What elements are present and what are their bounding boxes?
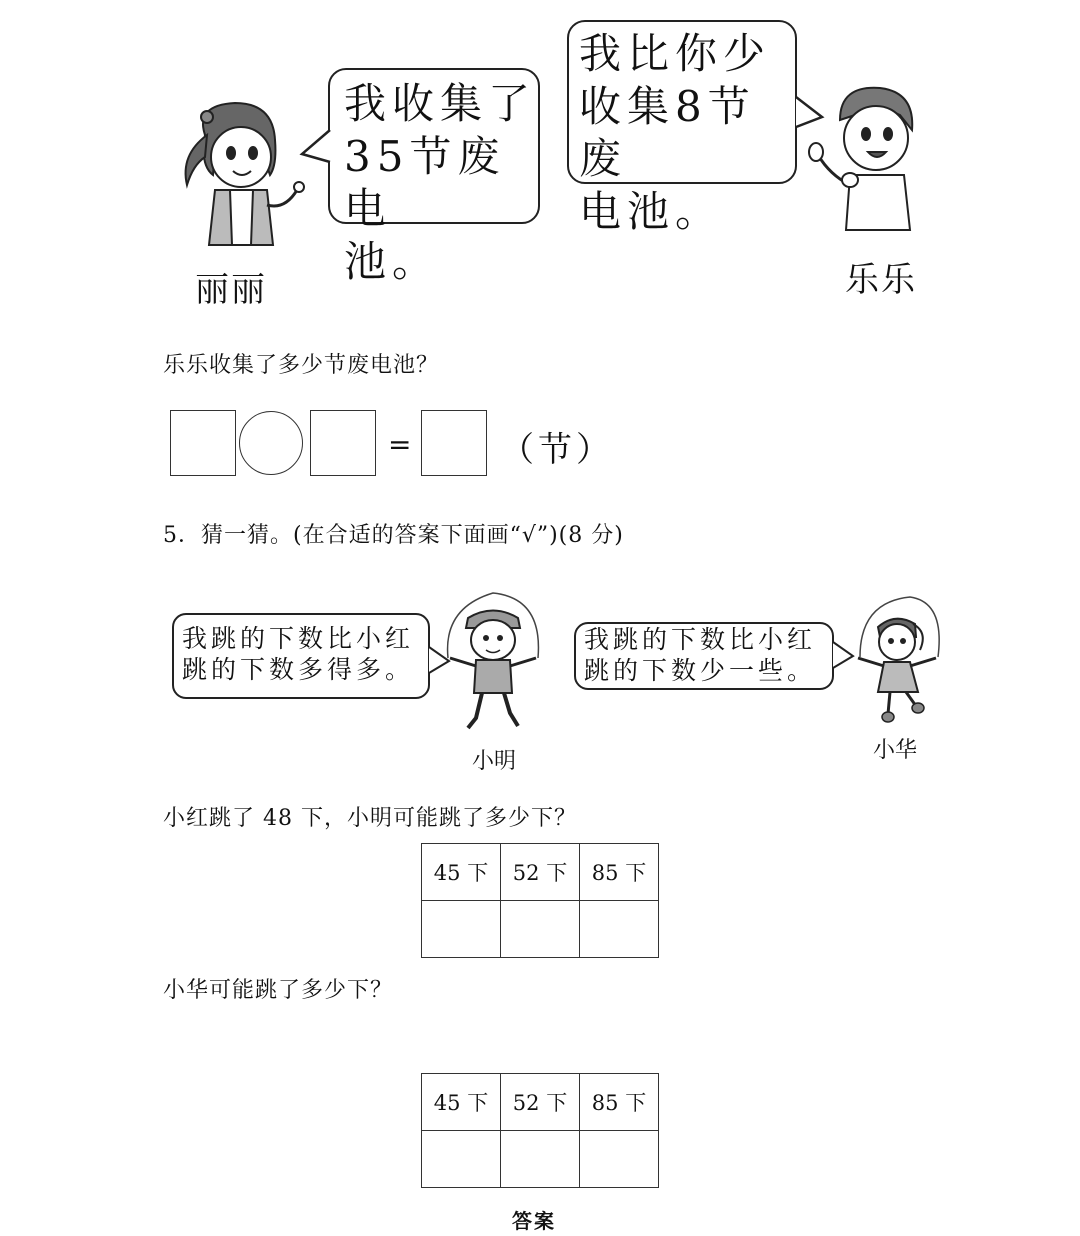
q3-answer-cell[interactable] <box>501 1131 580 1188</box>
question-2-text: 小红跳了 48 下，小明可能跳了多少下？ <box>163 806 577 831</box>
lele-name-label: 乐乐 <box>845 260 917 300</box>
lili-speech-bubble <box>328 68 540 286</box>
q3-option-cell: 45 下 <box>422 1074 501 1131</box>
answer-footer-label: 答案 <box>512 1209 556 1233</box>
q2-option-cell: 45 下 <box>422 844 501 901</box>
xiaoming-speech-text: 我跳的下数比小红 跳的下数多得多。 <box>182 624 415 685</box>
section-5-heading: 5．猜一猜。(在合适的答案下面画“√”)(8 分) <box>163 523 624 548</box>
q2-option-cell: 52 下 <box>501 844 580 901</box>
lili-illustration <box>175 95 315 255</box>
xiaoming-illustration <box>438 588 548 738</box>
xiaoming-name-label: 小明 <box>472 749 517 774</box>
answer-box-result[interactable] <box>421 410 487 476</box>
question-2-table <box>421 843 659 958</box>
xiaohua-speech-text: 我跳的下数比小红 跳的下数少一些。 <box>584 625 817 686</box>
lele-speech-bubble <box>567 20 797 236</box>
equals-sign: = <box>388 428 412 461</box>
answer-box-1[interactable] <box>170 410 236 476</box>
q2-option-cell: 85 下 <box>580 844 659 901</box>
question-3-text: 小华可能跳了多少下？ <box>163 978 394 1003</box>
q2-answer-cell[interactable] <box>501 901 580 958</box>
lele-speech-text: 我比你少 收集8节废 电池。 <box>579 29 772 236</box>
lili-bubble-tail <box>300 128 332 168</box>
operator-circle[interactable] <box>239 411 303 475</box>
q3-answer-cell[interactable] <box>580 1131 659 1188</box>
question-3-table <box>421 1073 659 1188</box>
answer-box-2[interactable] <box>310 410 376 476</box>
q2-answer-cell[interactable] <box>580 901 659 958</box>
lili-speech-text: 我收集了 35节废电 池。 <box>344 79 537 286</box>
question-1-text: 乐乐收集了多少节废电池？ <box>163 353 440 378</box>
xiaohua-speech-bubble <box>574 622 834 690</box>
lili-name-label: 丽丽 <box>195 270 267 310</box>
q3-option-cell: 52 下 <box>501 1074 580 1131</box>
q3-option-cell: 85 下 <box>580 1074 659 1131</box>
q2-answer-cell[interactable] <box>422 901 501 958</box>
xiaoming-speech-bubble <box>172 613 430 699</box>
lele-illustration <box>800 80 930 240</box>
unit-label: （节） <box>500 430 614 470</box>
xiaohua-illustration <box>850 592 945 727</box>
xiaohua-name-label: 小华 <box>873 738 918 763</box>
q3-answer-cell[interactable] <box>422 1131 501 1188</box>
